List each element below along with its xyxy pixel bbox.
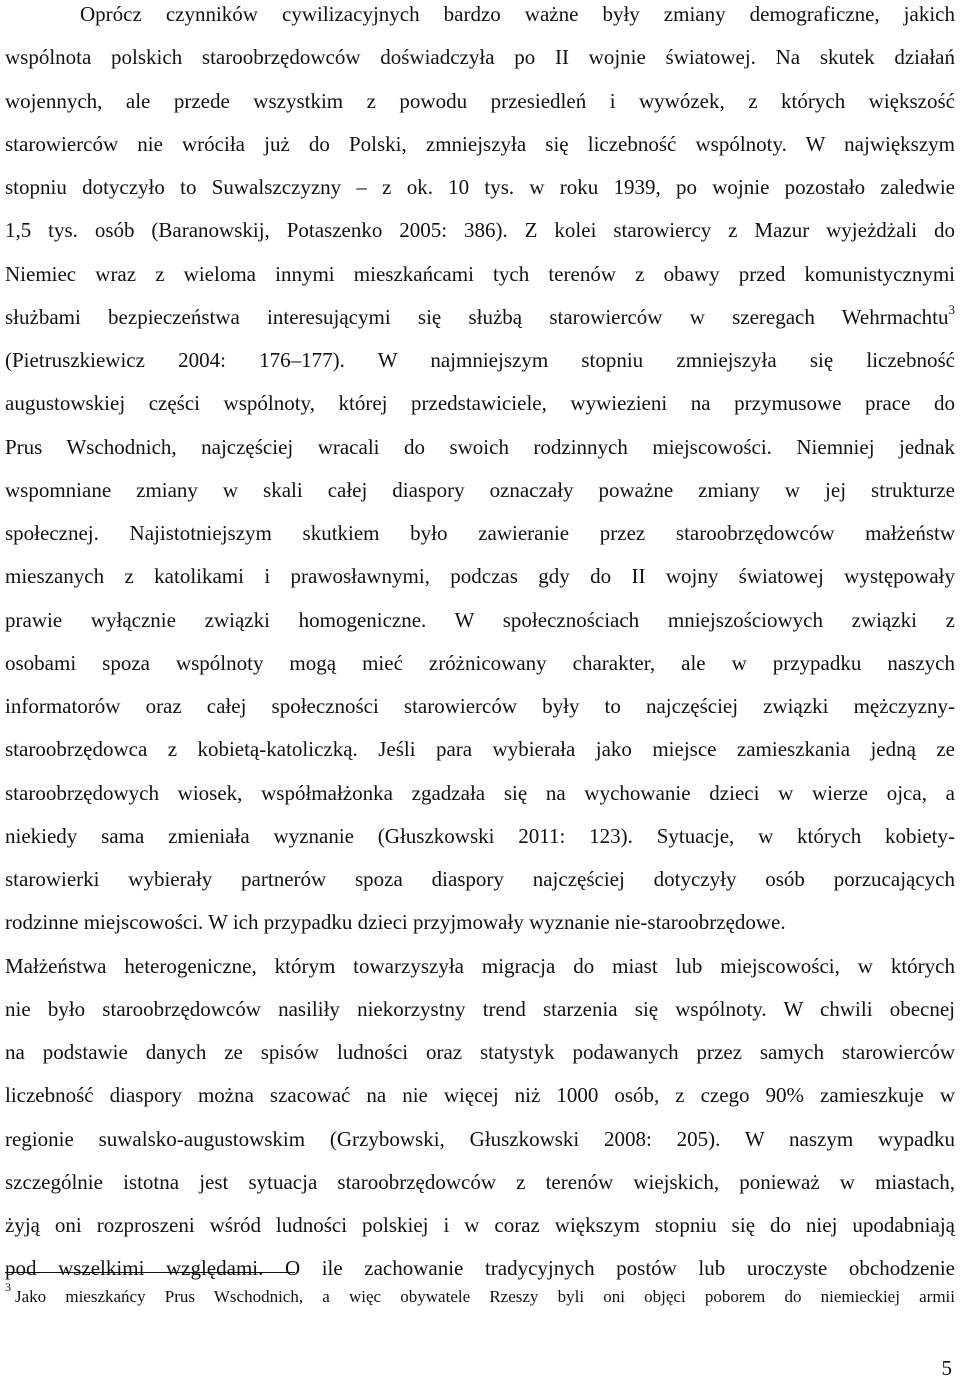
footnote [5, 1280, 955, 1311]
text-line: stopniu dotyczyło to Suwalszczyzny – z ok. 10 tys. w roku 1939, po wojnie pozostało zaledwie [5, 175, 955, 199]
text-line: regionie suwalsko-augustowskim (Grzybowski, Głuszkowski 2008: 205). W naszym wypadku [5, 1126, 955, 1151]
text-line: staroobrzędowych wiosek, współmałżonka zgadzała się na wychowanie dzieci w wierze ojca, a [5, 780, 955, 805]
text-line: wspólnota polskich staroobrzędowców doświadczyła po II wojnie światowej. Na skutek działań [5, 45, 955, 70]
text-line: prawie wyłącznie związki homogeniczne. W społecznościach mniejszościowych związki z [5, 607, 955, 632]
text-line: mieszanych z katolikami i prawosławnymi, podczas gdy do II wojny światowej występowały [5, 564, 955, 589]
text-line: Oprócz czynników cywilizacyjnych bardzo ważne były zmiany demograficzne, jakich [80, 2, 955, 26]
text-line: społecznej. Najistotniejszym skutkiem było zawieranie przez staroobrzędowców małżeństw [5, 521, 955, 545]
body-paragraph [5, 0, 955, 1291]
text-line: na podstawie danych ze spisów ludności oraz statystyk podawanych przez samych starowierców [5, 1040, 955, 1064]
text-line: pod wszelkimi względami. O ile zachowanie tradycyjnych postów lub uroczyste obchodzenie [5, 1256, 955, 1281]
page-number: 5 [941, 1356, 952, 1380]
text-line-content: służbami bezpieczeństwa interesującymi się służbą starowierców w szeregach Wehrmachtu [5, 304, 949, 329]
text-line: Małżeństwa heterogeniczne, którym towarzyszyła migracja do miast lub miejscowości, w których [5, 953, 955, 978]
text-line: wojennych, ale przede wszystkim z powodu przesiedleń i wywózek, z których większość [5, 88, 955, 113]
text-line: żyją oni rozproszeni wśród ludności polskiej i w coraz większym stopniu się do niej upodabniają [5, 1213, 955, 1237]
footnote-marker: 3 [5, 1280, 11, 1295]
footnote-divider [5, 1272, 295, 1273]
text-line: starowierców nie wróciła już do Polski, zmniejszyła się liczebność wspólnoty. W największym [5, 131, 955, 156]
text-line: informatorów oraz całej społeczności starowierców były to najczęściej związki mężczyzny- [5, 694, 955, 718]
text-line: Niemiec wraz z wieloma innymi mieszkańcami tych terenów z obawy przed komunistycznymi [5, 261, 955, 286]
text-line: nie było staroobrzędowców nasiliły niekorzystny trend starzenia się wspólnoty. W chwili obecnej [5, 996, 955, 1021]
text-line: niekiedy sama zmieniała wyznanie (Głuszkowski 2011: 123). Sytuacje, w których kobiety- [5, 823, 955, 848]
text-line: (Pietruszkiewicz 2004: 176–177). W najmniejszym stopniu zmniejszyła się liczebność [5, 348, 955, 372]
text-line: 1,5 tys. osób (Baranowskij, Potaszenko 2005: 386). Z kolei starowiercy z Mazur wyjeżdżali do [5, 218, 955, 243]
text-line [5, 296, 955, 339]
text-line: starowierki wybierały partnerów spoza diaspory najczęściej dotyczyły osób porzucających [5, 867, 955, 891]
text-line: liczebność diaspory można szacować na nie więcej niż 1000 osób, z czego 90% zamieszkuje w [5, 1083, 955, 1108]
text-line: staroobrzędowca z kobietą-katoliczką. Jeśli para wybierała jako miejsce zamieszkania jedną ze [5, 737, 955, 762]
text-line: rodzinne miejscowości. W ich przypadku dzieci przyjmowały wyznanie nie-staroobrzędowe. [5, 910, 786, 935]
text-line: osobami spoza wspólnoty mogą mieć zróżnicowany charakter, ale w przypadku naszych [5, 650, 955, 675]
footnote-text: Jako mieszkańcy Prus Wschodnich, a więc obywatele Rzeszy byli oni objęci poborem do niemieckiej armii [15, 1287, 955, 1306]
text-line: wspomniane zmiany w skali całej diaspory oznaczały poważne zmiany w jej strukturze [5, 477, 955, 502]
text-line: szczególnie istotna jest sytuacja staroobrzędowców z terenów wiejskich, ponieważ w miastach, [5, 1169, 955, 1194]
text-line: augustowskiej części wspólnoty, której przedstawiciele, wywiezieni na przymusowe prace do [5, 391, 955, 416]
text-line: Prus Wschodnich, najczęściej wracali do swoich rodzinnych miejscowości. Niemniej jednak [5, 434, 955, 459]
footnote-reference[interactable]: 3 [948, 301, 955, 317]
